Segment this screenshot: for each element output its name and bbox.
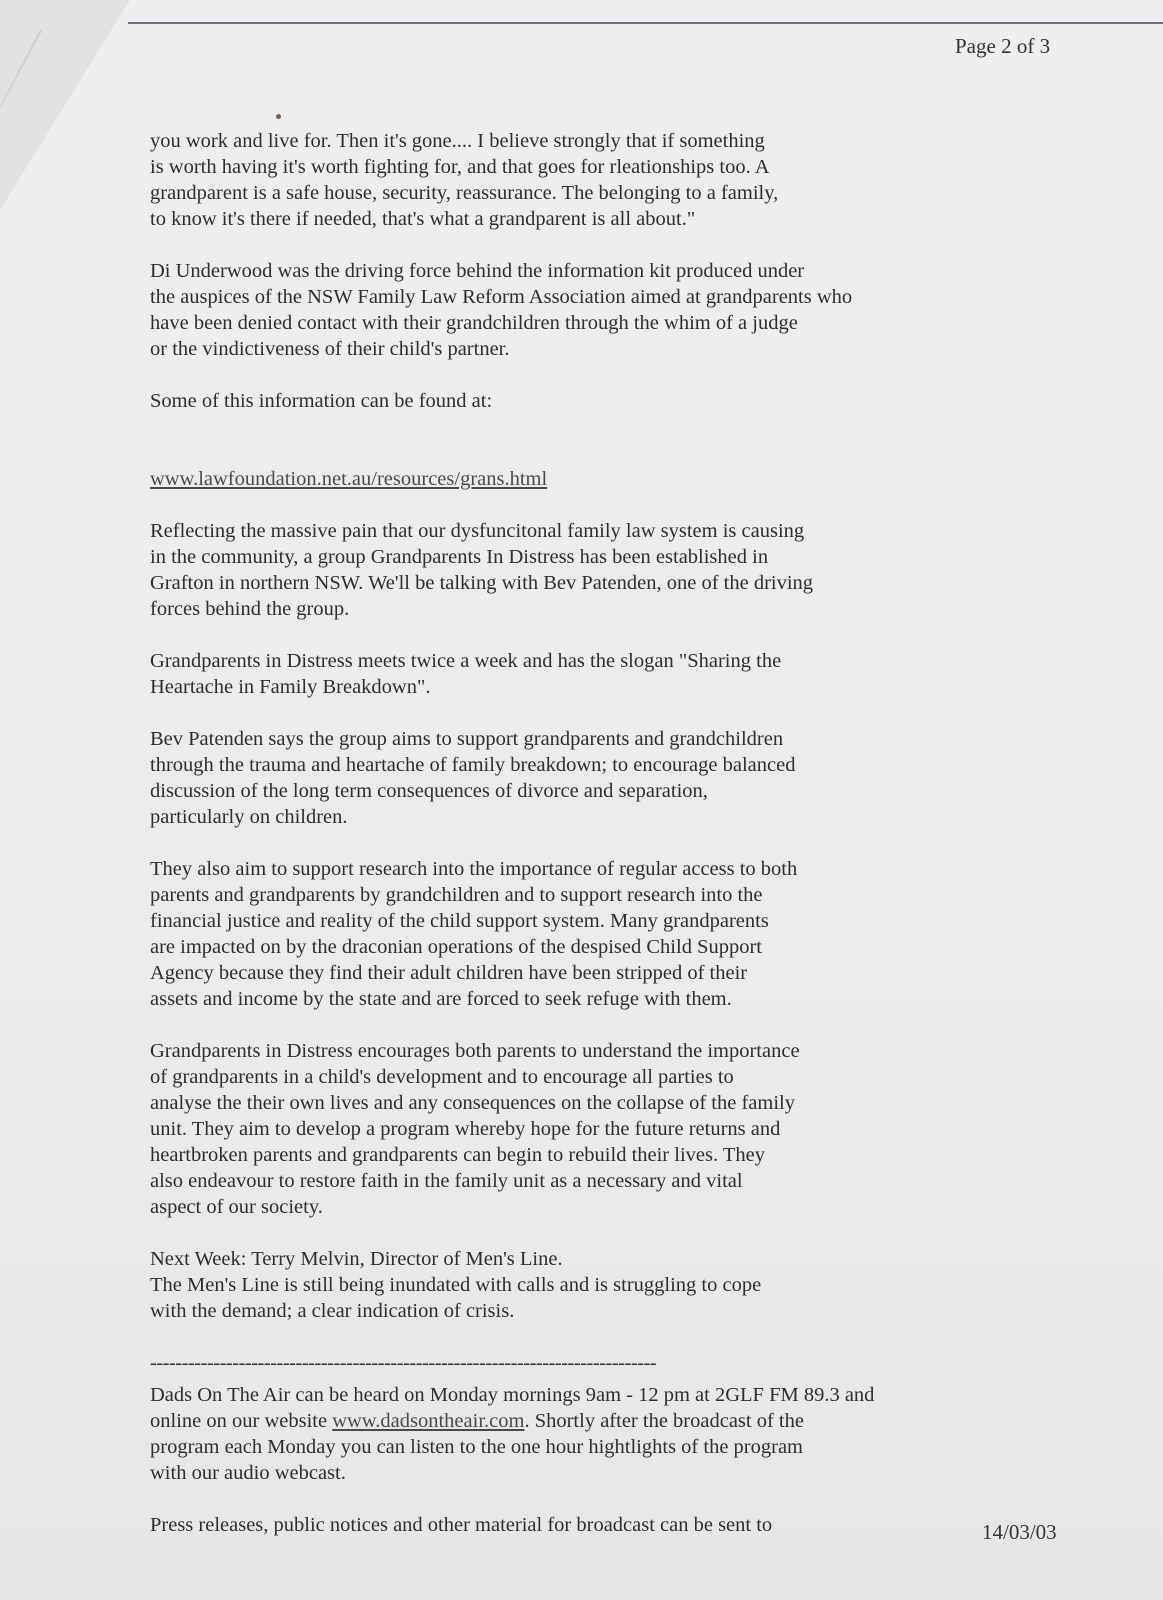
paragraph-quote-end: you work and live for. Then it's gone.... I believe strongly that if something is worth having it's worth fighting for, and that goes for rleationships too. A grandparent is a safe house, security, reassurance. The belonging to a family, to know it's there if needed, that's what a grandparent is all about." (150, 130, 779, 230)
paragraph-grandparents-in-distress: Reflecting the massive pain that our dysfuncitonal family law system is causing in the community, a group Grandparents In Distress has been established in Grafton in northern NSW. We'll be talking with Bev Patenden, one of the driving forces behind the group. (150, 520, 814, 620)
paragraph-next-week: Next Week: Terry Melvin, Director of Men's Line. (150, 1248, 563, 1270)
paragraph-group-aims: Bev Patenden says the group aims to support grandparents and grandchildren through the trauma and heartache of family breakdown; to encourage balanced discussion of the long term consequences of divorce and separation, particularly on children. (150, 728, 796, 828)
print-date: 14/03/03 (982, 1520, 1057, 1544)
paragraph-info-intro: Some of this information can be found at: (150, 390, 493, 412)
dads-text-after: . Shortly after the broadcast of the program each Monday you can listen to the one hour hightlights of the program with our audio webcast. (150, 1410, 804, 1484)
dads-text-before: Dads On The Air can be heard on Monday mornings 9am - 12 pm at 2GLF FM 89.3 and online on our website (150, 1384, 875, 1432)
dadsontheair-link[interactable]: www.dadsontheair.com (332, 1410, 525, 1432)
paragraph-mens-line: The Men's Line is still being inundated with calls and is struggling to cope with the demand; a clear indication of crisis. (150, 1274, 762, 1322)
paragraph-dads-on-the-air (150, 1382, 980, 1486)
page-top-edge (128, 22, 1163, 24)
paragraph-research: They also aim to support research into the importance of regular access to both parents and grandparents by grandchildren and to support research into the financial justice and reality of the child support system. Many grandparents are impacted on by the draconian operations of the despised Child Support Agency because they find their adult children have been stripped of their assets and income by the state and are forced to seek refuge with them. (150, 858, 798, 1010)
paragraph-slogan: Grandparents in Distress meets twice a week and has the slogan "Sharing the Heartache in Family Breakdown". (150, 650, 782, 698)
article-body (150, 128, 980, 1564)
paragraph-info-link (150, 440, 980, 492)
lawfoundation-link[interactable]: www.lawfoundation.net.au/resources/grans.html (150, 468, 548, 490)
paragraph-di-underwood: Di Underwood was the driving force behind the information kit produced under the auspices of the NSW Family Law Reform Association aimed at grandparents who have been denied contact with their grandchildren through the whim of a judge or the vindictiveness of their child's partner. (150, 260, 853, 360)
paragraph-press-releases: Press releases, public notices and other material for broadcast can be sent to (150, 1514, 773, 1536)
separator-line: -------------------------------------------------------------------------------- (150, 1352, 657, 1374)
paragraph-encourages: Grandparents in Distress encourages both parents to understand the importance of grandparents in a child's development and to encourage all parties to analyse the their own lives and any consequences on the collapse of the family unit. They aim to develop a program whereby hope for the future returns and heartbroken parents and grandparents can begin to rebuild their lives. They also endeavour to restore faith in the family unit as a necessary and vital aspect of our society. (150, 1040, 800, 1218)
ink-speck (276, 114, 281, 119)
page-number: Page 2 of 3 (955, 34, 1051, 58)
folded-corner (0, 0, 130, 210)
